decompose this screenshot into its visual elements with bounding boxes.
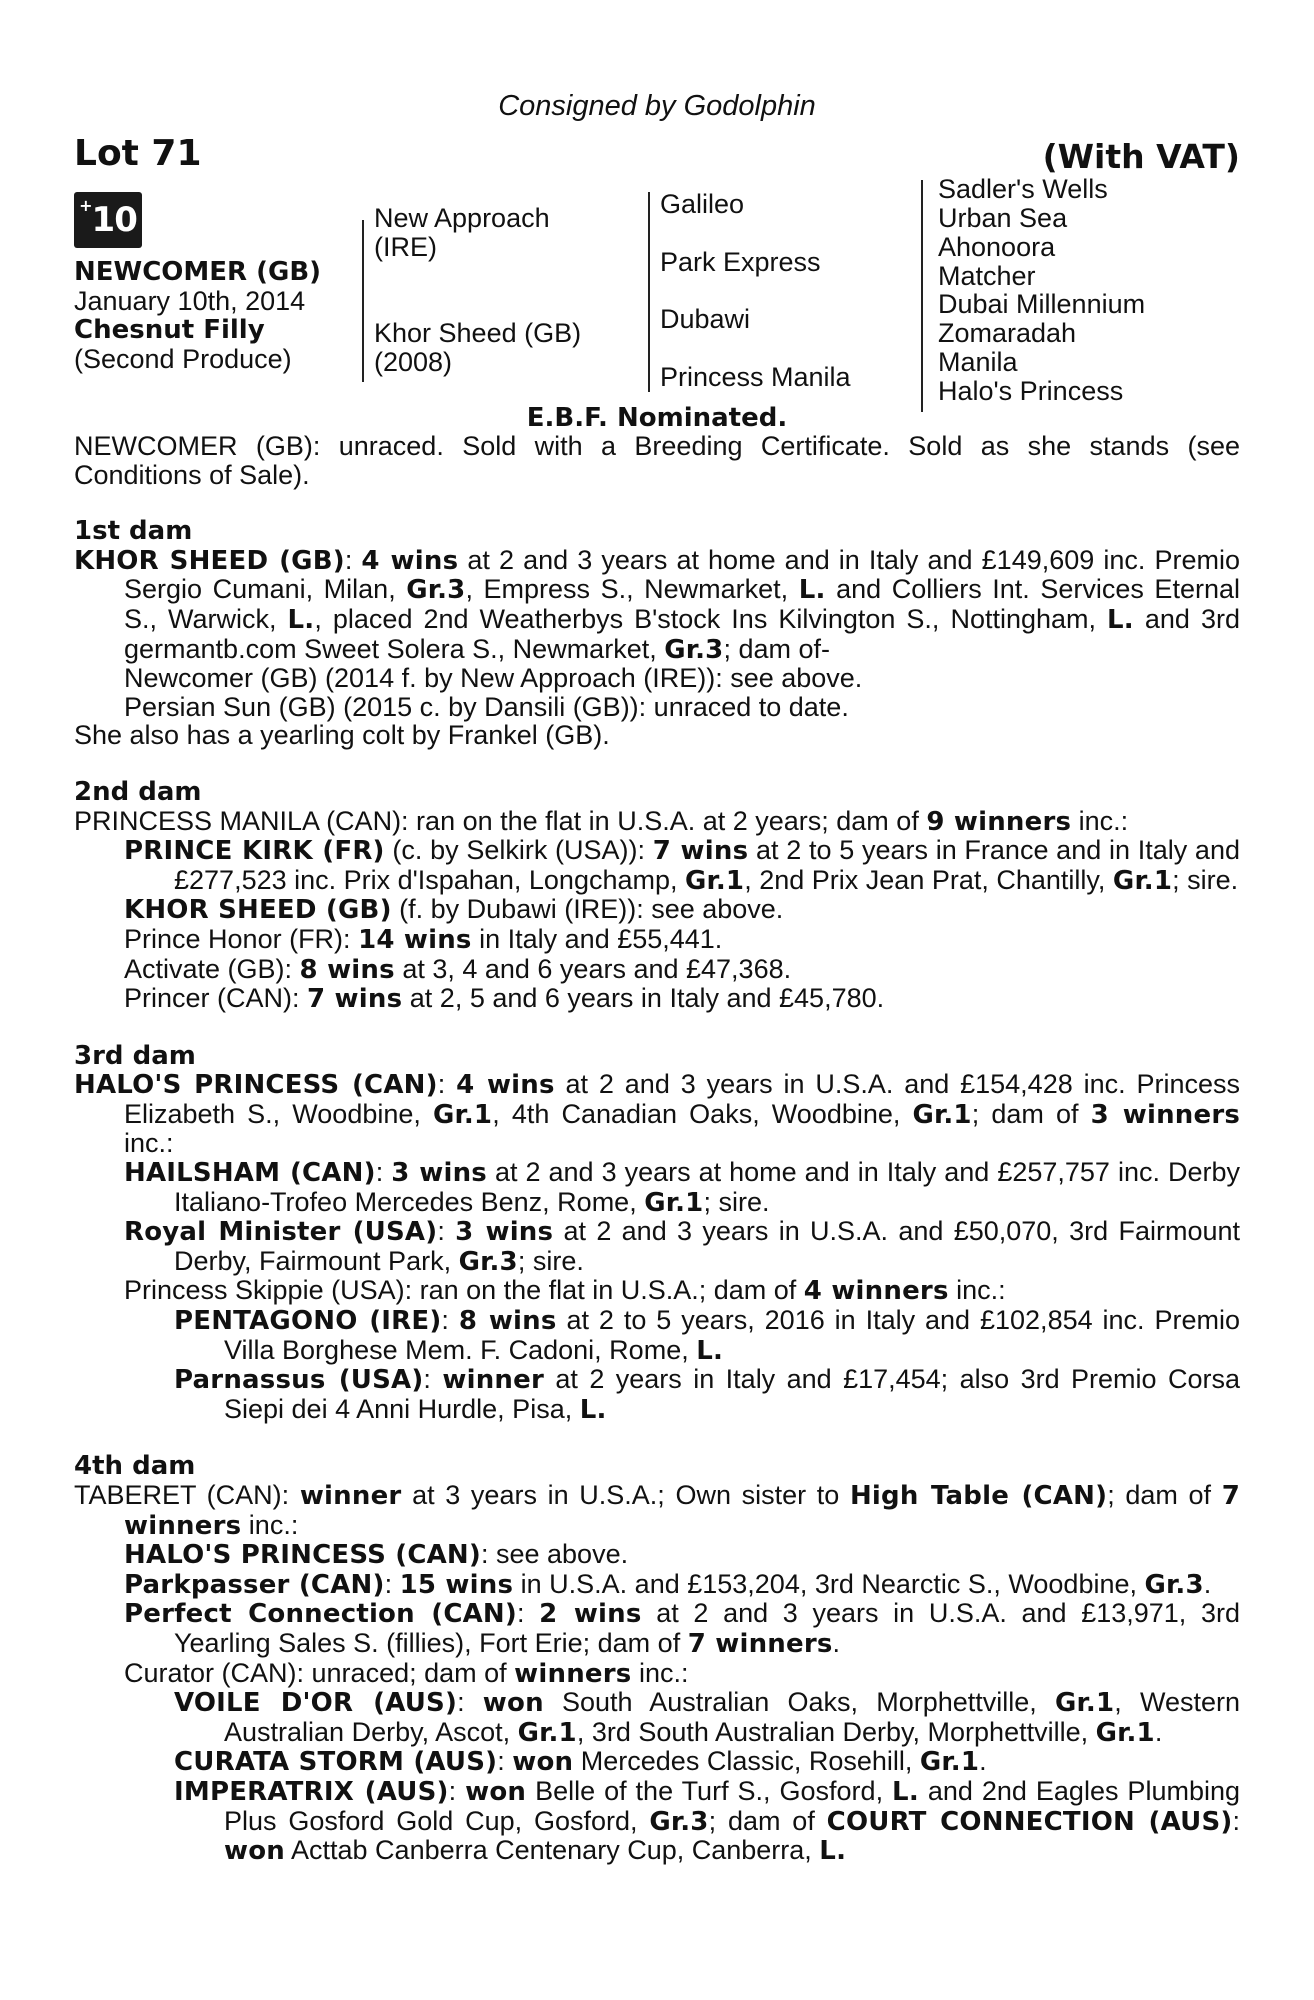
sire-name: New Approach bbox=[374, 203, 550, 233]
catalogue-body bbox=[74, 432, 1240, 1866]
dam-name: Khor Sheed (GB) bbox=[374, 318, 582, 348]
great-grandparent: Ahonoora bbox=[938, 232, 1056, 262]
consignor-line: Consigned by Godolphin bbox=[498, 90, 816, 122]
horse-name: NEWCOMER (GB) bbox=[74, 257, 322, 287]
foaling-date: January 10th, 2014 bbox=[74, 286, 306, 316]
badge-plus: + bbox=[79, 196, 92, 215]
note-line: She also has a yearling colt by Frankel (GB). bbox=[74, 720, 610, 751]
produce-entry: CURATA STORM (AUS): won Mercedes Classic, Rosehill, Gr.1. bbox=[174, 1746, 987, 1778]
dam-entry: HALO'S PRINCESS (CAN): 4 wins at 2 and 3 years in U.S.A. and £154,428 inc. Princess Elizabeth S., Woodbine, Gr.1, 4th Canadian Oaks, Woodbine, Gr.1; dam of 3 winners inc.: bbox=[74, 1069, 1241, 1159]
granddam-maternal: Princess Manila bbox=[660, 362, 851, 392]
produce-entry: HAILSHAM (CAN): 3 wins at 2 and 3 years at home and in Italy and £257,757 inc. Derby Italiano-Trofeo Mercedes Benz, Rome, Gr.1; sire. bbox=[124, 1157, 1240, 1218]
produce-entry: Princess Skippie (USA): ran on the flat in U.S.A.; dam of 4 winners inc.: bbox=[124, 1275, 1006, 1307]
great-grandparent: Zomaradah bbox=[938, 318, 1077, 348]
horse-sex-color: Chesnut Filly bbox=[74, 315, 265, 345]
great-grandparent: Matcher bbox=[938, 261, 1036, 291]
produce-entry: Activate (GB): 8 wins at 3, 4 and 6 years and £47,368. bbox=[124, 953, 792, 985]
pedigree-bracket bbox=[921, 180, 923, 412]
dam-entry: PRINCESS MANILA (CAN): ran on the flat in U.S.A. at 2 years; dam of 9 winners inc.: bbox=[74, 805, 1129, 837]
dam-entry: TABERET (CAN): winner at 3 years in U.S.A.; Own sister to High Table (CAN); dam of 7 winners inc.: bbox=[74, 1480, 1240, 1541]
produce-entry: Royal Minister (USA): 3 wins at 2 and 3 years in U.S.A. and £50,070, 3rd Fairmount Derby, Fairmount Park, Gr.3; sire. bbox=[124, 1216, 1240, 1277]
vat-label: (With VAT) bbox=[1042, 137, 1240, 176]
dam-year: (2008) bbox=[374, 347, 453, 377]
produce-entry: Parnassus (USA): winner at 2 years in Italy and £17,454; also 3rd Premio Corsa Siepi dei 4 Anni Hurdle, Pisa, L. bbox=[174, 1364, 1240, 1425]
produce-entry: VOILE D'OR (AUS): won South Australian Oaks, Morphettville, Gr.1, Western Australian Derby, Ascot, Gr.1, 3rd South Australian Derby, Morphettville, Gr.1. bbox=[174, 1687, 1240, 1748]
granddam-paternal: Park Express bbox=[660, 247, 821, 277]
produce-entry: Princer (CAN): 7 wins at 2, 5 and 6 years in Italy and £45,780. bbox=[124, 983, 885, 1015]
sire-country: (IRE) bbox=[374, 232, 437, 262]
produce-entry: Persian Sun (GB) (2015 c. by Dansili (GB)): unraced to date. bbox=[124, 691, 849, 722]
section-heading: 3rd dam bbox=[74, 1040, 196, 1071]
produce-entry: KHOR SHEED (GB) (f. by Dubawi (IRE)): see above. bbox=[124, 894, 784, 926]
great-grandparent: Manila bbox=[938, 347, 1018, 377]
great-grandparent: Urban Sea bbox=[938, 203, 1068, 233]
produce-entry: Curator (CAN): unraced; dam of winners inc.: bbox=[124, 1657, 689, 1689]
great-grandparent: Halo's Princess bbox=[938, 376, 1124, 406]
lot-number: Lot 71 bbox=[74, 133, 202, 174]
ebf-nomination: E.B.F. Nominated. bbox=[526, 403, 788, 433]
section-heading: 2nd dam bbox=[74, 776, 202, 807]
produce-entry: PRINCE KIRK (FR) (c. by Selkirk (USA)): 7 wins at 2 to 5 years in France and in Italy and £277,523 inc. Prix d'Ispahan, Longchamp, Gr.1, 2nd Prix Jean Prat, Chantilly, Gr.1; sire. bbox=[124, 835, 1240, 896]
produce-entry: PENTAGONO (IRE): 8 wins at 2 to 5 years, 2016 in Italy and £102,854 inc. Premio Villa Borghese Mem. F. Cadoni, Rome, L. bbox=[174, 1305, 1240, 1366]
produce-entry: HALO'S PRINCESS (CAN): see above. bbox=[124, 1539, 629, 1571]
section-heading: 1st dam bbox=[74, 516, 193, 547]
produce-entry: Prince Honor (FR): 14 wins in Italy and £55,441. bbox=[124, 923, 723, 955]
pedigree-bracket bbox=[362, 220, 364, 382]
dam-entry: KHOR SHEED (GB): 4 wins at 2 and 3 years at home and in Italy and £149,609 inc. Premio Sergio Cumani, Milan, Gr.3, Empress S., Newmarket, L. and Colliers Int. Services Eternal S., Warwick, L., placed 2nd Weatherbys B'stock Ins Kilvington S., Nottingham, L. and 3rd germantb.com Sweet Solera S., Newmarket, Gr.3; dam of- bbox=[74, 544, 1240, 665]
grandsire-maternal: Dubawi bbox=[660, 304, 751, 334]
produce-note: (Second Produce) bbox=[74, 344, 292, 374]
badge-number: 10 bbox=[91, 200, 137, 240]
section-heading: 4th dam bbox=[74, 1451, 196, 1482]
pedigree-bracket bbox=[648, 192, 650, 392]
grandsire-paternal: Galileo bbox=[660, 189, 745, 219]
produce-entry: IMPERATRIX (AUS): won Belle of the Turf S., Gosford, L. and 2nd Eagles Plumbing Plus Gosford Gold Cup, Gosford, Gr.3; dam of COURT CONNECTION (AUS): won Acttab Canberra Centenary Cup, Canberra, L. bbox=[174, 1775, 1240, 1867]
intro-paragraph: NEWCOMER (GB): unraced. Sold with a Breeding Certificate. Sold as she stands (see Conditions of Sale). bbox=[74, 431, 1240, 490]
produce-entry: Perfect Connection (CAN): 2 wins at 2 and 3 years in U.S.A. and £13,971, 3rd Yearling Sales S. (fillies), Fort Erie; dam of 7 winners. bbox=[124, 1598, 1240, 1659]
produce-entry: Parkpasser (CAN): 15 wins in U.S.A. and £153,204, 3rd Nearctic S., Woodbine, Gr.3. bbox=[124, 1568, 1212, 1600]
age-badge-icon bbox=[74, 192, 142, 248]
great-grandparent: Sadler's Wells bbox=[938, 174, 1108, 204]
produce-entry: Newcomer (GB) (2014 f. by New Approach (IRE)): see above. bbox=[124, 663, 863, 694]
great-grandparent: Dubai Millennium bbox=[938, 289, 1146, 319]
